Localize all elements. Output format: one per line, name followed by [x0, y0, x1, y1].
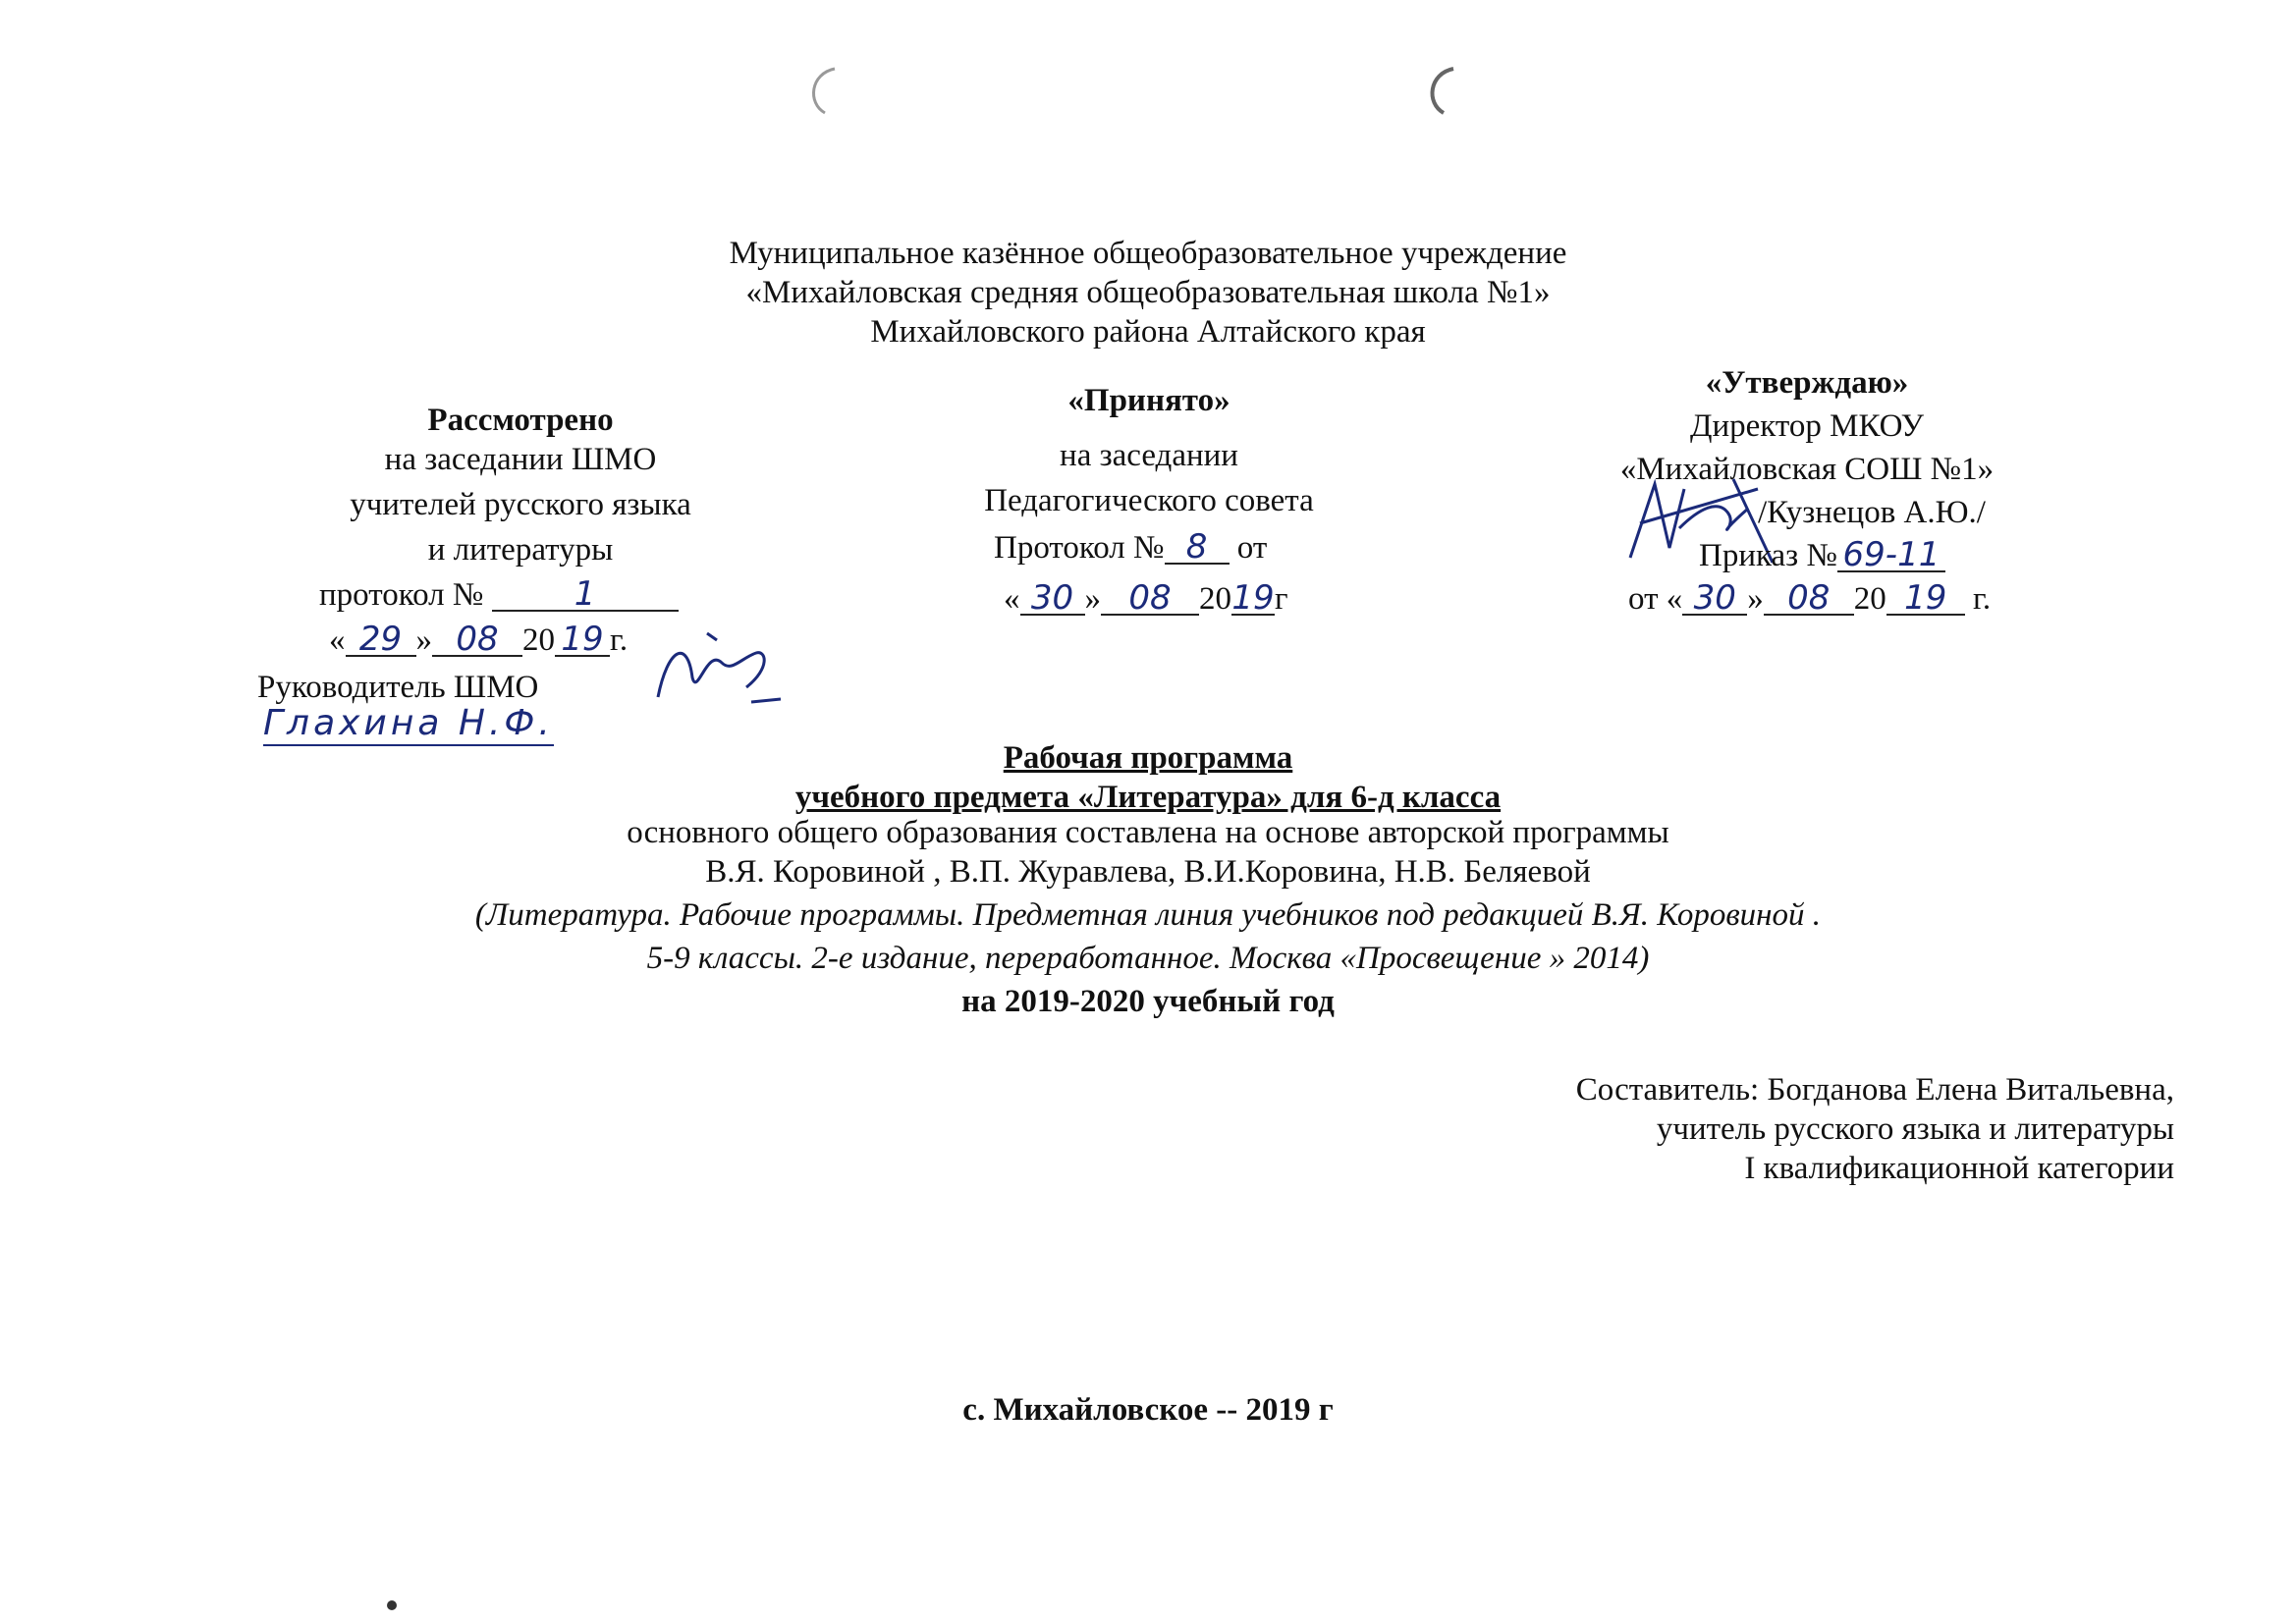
considered-head-label: Руководитель ШМО [257, 670, 539, 705]
approved-order [1699, 536, 1945, 575]
accepted-line-1: на заседании [1060, 438, 1238, 473]
accepted-date-year-prefix: 20 [1199, 581, 1231, 617]
district-name: Михайловского района Алтайского края [870, 314, 1426, 350]
approved-date-prefix: от [1628, 581, 1659, 617]
approved-date-year-prefix: 20 [1853, 581, 1886, 617]
approved-order-label: Приказ № [1699, 538, 1837, 573]
considered-signature [648, 628, 786, 717]
institution-name: Муниципальное казённое общеобразовательное учреждение [729, 236, 1567, 271]
footer-place-year: с. Михайловское -- 2019 г [962, 1392, 1334, 1428]
program-note-2: 5-9 классы. 2-е издание, переработанное. Москва «Просвещение » 2014) [646, 941, 1650, 976]
scan-mark-left [795, 59, 854, 128]
considered-head-name: Глахина Н.Ф. [263, 703, 554, 746]
program-basis: основного общего образования составлена на основе авторской программы [627, 815, 1669, 850]
accepted-date-year: 19 [1231, 578, 1275, 618]
approved-line-1: Директор МКОУ [1689, 408, 1925, 444]
considered-title: Рассмотрено [427, 403, 614, 438]
accepted-protocol-label: Протокол № [994, 530, 1165, 566]
considered-date-month: 08 [432, 623, 522, 657]
considered-date-day: 29 [346, 623, 416, 657]
program-year: на 2019-2020 учебный год [961, 984, 1335, 1019]
accepted-protocol-number: 8 [1165, 531, 1230, 565]
considered-date-suffix: г. [610, 622, 629, 658]
author-category: I квалификационной категории [1744, 1151, 2174, 1186]
program-title: Рабочая программа [1003, 740, 1293, 776]
author-position: учитель русского языка и литературы [1656, 1111, 2174, 1147]
accepted-date-suffix: г [1275, 581, 1288, 617]
considered-protocol-number: 1 [492, 578, 679, 612]
approved-date-month: 08 [1764, 582, 1854, 616]
scan-dot [385, 1598, 399, 1612]
accepted-date-month: 08 [1101, 582, 1199, 616]
considered-line-1: на заседании ШМО [384, 442, 657, 477]
considered-protocol-label: протокол № [319, 577, 484, 613]
considered-line-3: и литературы [427, 532, 614, 568]
approved-date: от « 30 » 08 20 19 г. [1628, 578, 1992, 618]
scan-mark-right [1414, 59, 1473, 128]
accepted-date: « 30 » 08 2019г [1004, 578, 1288, 618]
approved-date-year: 19 [1886, 582, 1965, 616]
accepted-protocol [994, 528, 1267, 568]
accepted-line-2: Педагогического совета [984, 483, 1314, 518]
program-subtitle: учебного предмета «Литература» для 6-д класса [794, 780, 1502, 815]
accepted-date-day: 30 [1020, 582, 1085, 616]
program-note-1: (Литература. Рабочие программы. Предметная линия учебников под редакцией В.Я. Коровиной . [474, 897, 1822, 933]
considered-line-2: учителей русского языка [350, 487, 691, 522]
approved-order-number: 69-11 [1837, 539, 1945, 572]
considered-date-year: 19 [555, 623, 610, 657]
considered-date: « 29 » 08 20 19 г. [329, 620, 629, 659]
approved-line-2: «Михайловская СОШ №1» [1619, 452, 1995, 487]
approved-date-day: 30 [1682, 582, 1747, 616]
approved-title: «Утверждаю» [1705, 365, 1909, 401]
considered-protocol [319, 575, 679, 615]
approved-director: /Кузнецов А.Ю./ [1758, 495, 1986, 530]
author-name: Составитель: Богданова Елена Витальевна, [1575, 1072, 2174, 1108]
considered-date-year-prefix: 20 [522, 622, 555, 658]
program-authors: В.Я. Коровиной , В.П. Журавлева, В.И.Коровина, Н.В. Беляевой [705, 854, 1591, 890]
accepted-protocol-from: от [1236, 530, 1268, 566]
approved-date-suffix: г. [1973, 581, 1992, 617]
accepted-title: «Принято» [1067, 383, 1230, 418]
school-name: «Михайловская средняя общеобразовательная школа №1» [745, 275, 1551, 310]
